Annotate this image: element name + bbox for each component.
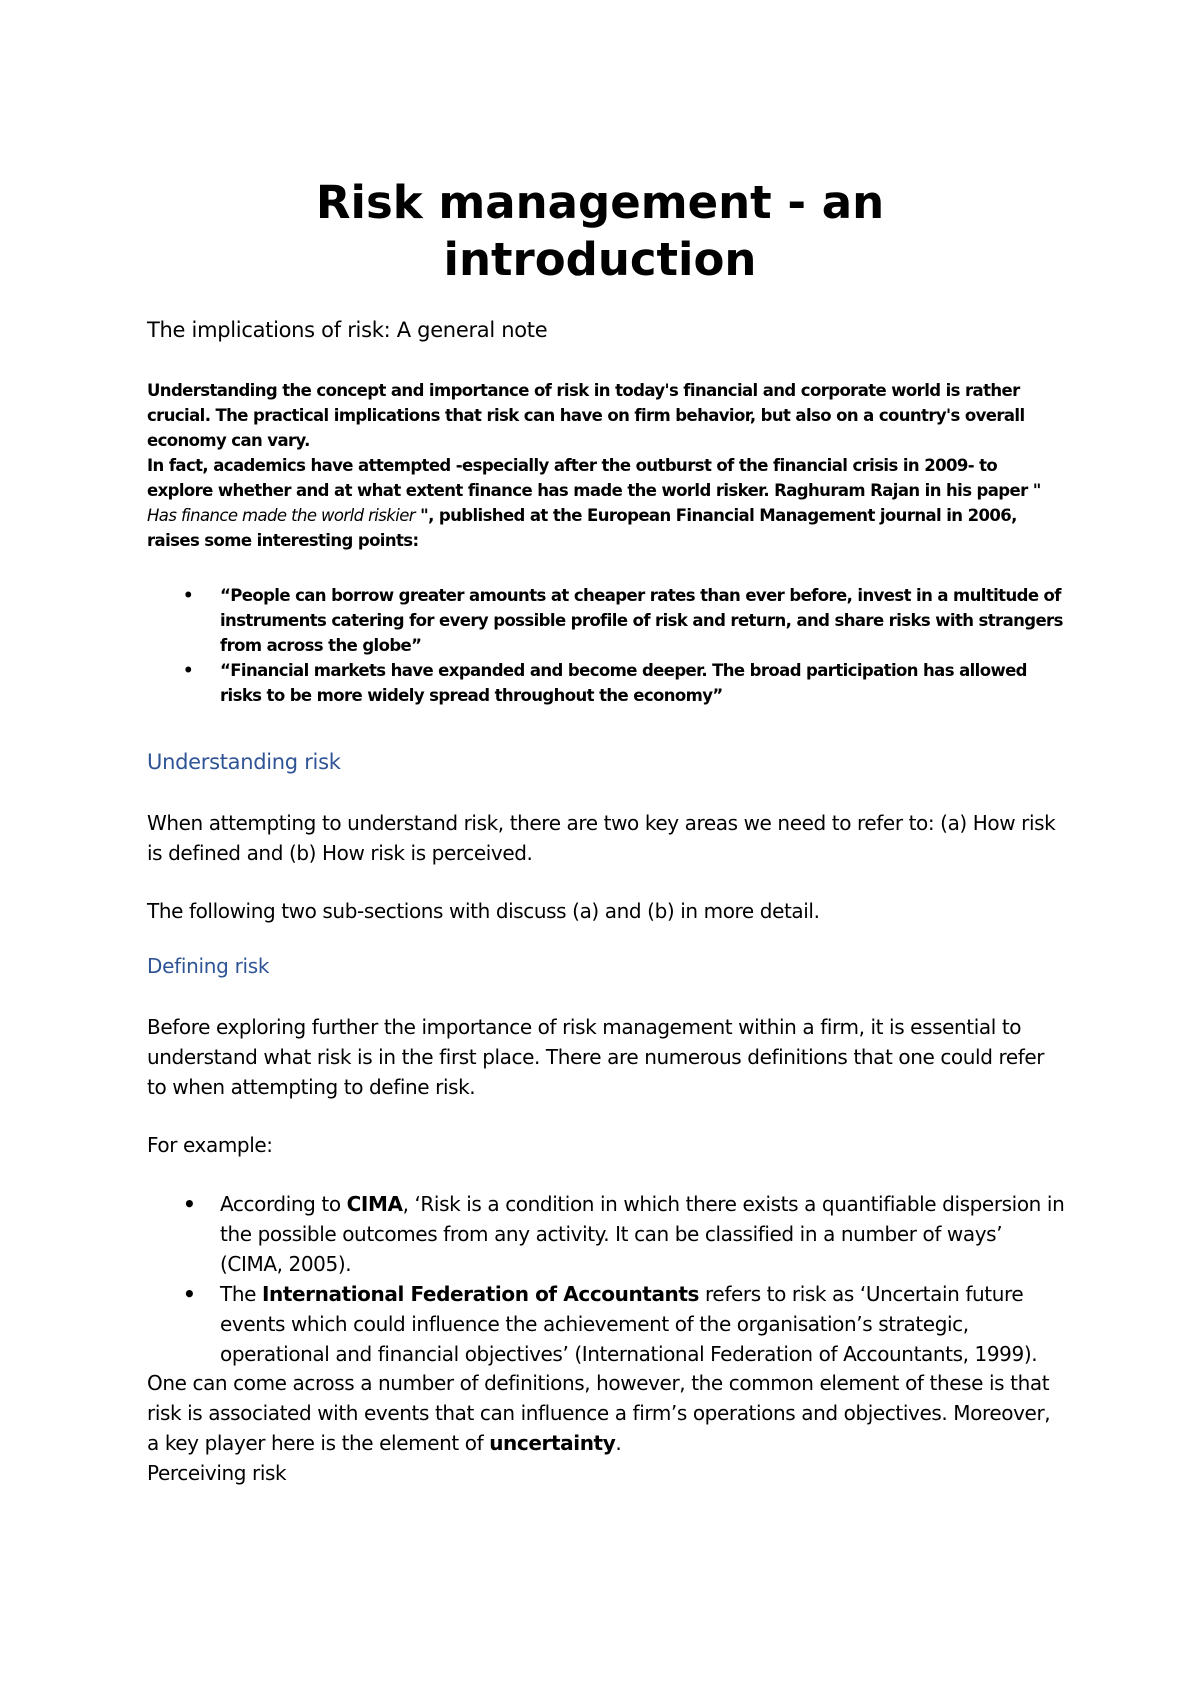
list-item: • The International Federation of Accountants refers to risk as ‘Uncertain future events which could influence the achievement of the organisation’s strategic, operational and financial objectives’ (International Federation of Accountants, 1999).: [147, 1279, 1067, 1369]
defining-text: Before exploring further the importance of risk management within a firm, it is essential to understand what risk is in the first place. There are numerous definitions that one could refer to when attempting to define risk.: [147, 1015, 1045, 1099]
for-example-text: For example:: [147, 1133, 273, 1157]
list-item: • According to CIMA, ‘Risk is a condition in which there exists a quantifiable dispersion in the possible outcomes from any activity. It can be classified in a number of ways’ (CIMA, 2005).: [147, 1189, 1067, 1279]
definition-list: [147, 1189, 1067, 1369]
intro-text: Understanding the concept and importance of risk in today's financial and corporate world is rather crucial. The practical implications that risk can have on firm behavior, but also on a country's overall economy can vary.: [147, 381, 1025, 450]
list-item: [147, 583, 1067, 658]
bullet-icon: •: [183, 586, 193, 605]
academics-text-1: In fact, academics have attempted -especially after the outburst of the financial crisis in 2009- to explore whether and at what extent finance has made the world risker. Raghuram Rajan in his paper ": [147, 456, 1041, 500]
quote-text: “People can borrow greater amounts at cheaper rates than ever before, invest in a multitude of instruments catering for every possible profile of risk and return, and share risks with strangers from across the globe”: [220, 586, 1063, 655]
heading-understanding-risk: Understanding risk: [147, 750, 341, 774]
subsections-paragraph: [147, 896, 1067, 926]
bullet-icon: •: [183, 1192, 196, 1216]
quote-text: “Financial markets have expanded and become deeper. The broad participation has allowed risks to be more widely spread throughout the economy”: [220, 661, 1027, 705]
document-title: [147, 174, 1053, 288]
heading-defining-risk: Defining risk: [147, 954, 270, 978]
bullet-icon: •: [183, 661, 193, 680]
intro-paragraph: [147, 378, 1067, 453]
defining-paragraph: [147, 1012, 1067, 1102]
uncertainty-term: uncertainty: [489, 1431, 616, 1455]
cima-name: CIMA: [346, 1192, 403, 1216]
understanding-paragraph: [147, 808, 1067, 868]
quote-list: [147, 583, 1067, 708]
paper-title: Has finance made the world riskier: [147, 506, 415, 525]
section-subtitle: The implications of risk: A general note: [147, 318, 548, 342]
title-line-1: Risk management - an: [315, 176, 885, 229]
bullet-icon: •: [183, 1282, 196, 1306]
list-item: [147, 658, 1067, 708]
closing-paragraph: One can come across a number of definitions, however, the common element of these is that risk is associated with events that can influence a firm’s operations and objectives. Moreover, a key player here is the element of uncertainty.: [147, 1371, 1051, 1455]
ifac-name: International Federation of Accountants: [261, 1282, 700, 1306]
for-example-paragraph: [147, 1130, 1067, 1160]
subsections-text: The following two sub-sections with discuss (a) and (b) in more detail.: [147, 899, 820, 923]
title-line-2: introduction: [443, 233, 757, 286]
academics-text-2: ", published at the European Financial Management journal in 2006, raises some interesting points:: [147, 506, 1017, 550]
closing-text: One can come across a number of definitions, however, the common element of these is that risk is associated with events that can influence a firm’s operations and objectives. Moreover, a key player here is the element of: [147, 1371, 1051, 1455]
perceiving-risk-heading: [147, 1458, 1067, 1488]
understanding-text: When attempting to understand risk, there are two key areas we need to refer to: (a) How risk is defined and (b) How risk is perceived.: [147, 811, 1056, 865]
academics-paragraph: [147, 453, 1067, 553]
perceiving-text: Perceiving risk: [147, 1461, 287, 1485]
